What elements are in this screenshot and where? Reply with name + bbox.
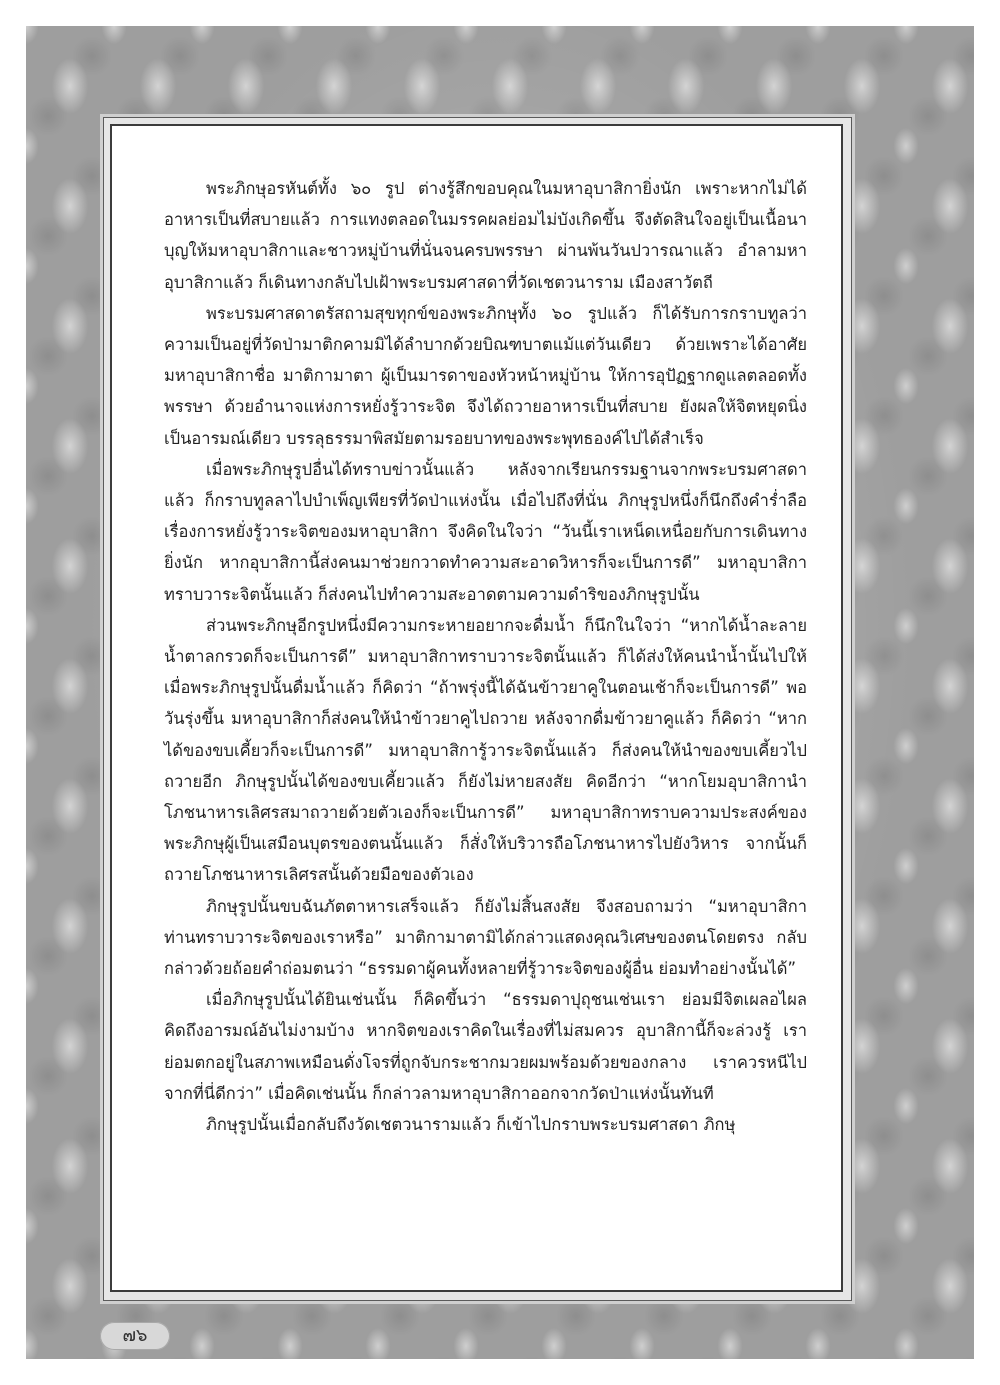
paragraph: ส่วนพระภิกษุอีกรูปหนึ่งมีความกระหายอยากจะดื่มน้ำ ก็นึกในใจว่า “หากได้น้ำละลายน้ำตาลกรวดก็จะเป็นการดี” มหาอุบาสิกาทราบวาระจิตนั้นแล้ว ก็ได้ส่งให้คนนำน้ำนั้นไปให้ เมื่อพระภิกษุรูปนั้นดื่มน้ำแล้ว ก็คิดว่า “ถ้าพรุ่งนี้ได้ฉันข้าวยาคูในตอนเช้าก็จะเป็นการดี” พอวันรุ่งขึ้น มหาอุบาสิกาก็ส่งคนให้นำข้าวยาคูไปถวาย หลังจากดื่มข้าวยาคูแล้ว ก็คิดว่า “หากได้ของขบเคี้ยวก็จะเป็นการดี” มหาอุบาสิการู้วาระจิตนั้นแล้ว ก็ส่งคนให้นำของขบเคี้ยวไปถวายอีก ภิกษุรูปนั้นได้ของขบเคี้ยวแล้ว ก็ยังไม่หายสงสัย คิดอีกว่า “หากโยมอุบาสิกานำโภชนาหารเลิศรสมาถวายด้วยตัวเองก็จะเป็นการดี” มหาอุบาสิกาทราบความประสงค์ของพระภิกษุผู้เป็นเสมือนบุตรของตนนั้นแล้ว ก็สั่งให้บริวารถือโภชนาหารไปยังวิหาร จากนั้นก็ถวายโภชนาหารเลิศรสนั้นด้วยมือของตัวเอง [164,615,807,885]
paragraph: เมื่อภิกษุรูปนั้นได้ยินเช่นนั้น ก็คิดขึ้นว่า “ธรรมดาปุถุชนเช่นเรา ย่อมมีจิตเผลอไผลคิดถึงอารมณ์อันไม่งามบ้าง หากจิตของเราคิดในเรื่องที่ไม่สมควร อุบาสิกานี้ก็จะล่วงรู้ เราย่อมตกอยู่ในสภาพเหมือนดั่งโจรที่ถูกจับกระชากมวยผมพร้อมด้วยของกลาง เราควรหนีไปจากที่นี่ดีกว่า” เมื่อคิดเช่นนั้น ก็กล่าวลามหาอุบาสิกาออกจากวัดป่าแห่งนั้นทันที [164,990,807,1103]
page-number: ๗๖ [100,1322,170,1350]
paragraph: พระบรมศาสดาตรัสถามสุขทุกข์ของพระภิกษุทั้ง ๖๐ รูปแล้ว ก็ได้รับการกราบทูลว่า ความเป็นอยู่ที่วัดป่ามาติกคามมิได้ลำบากด้วยบิณฑบาตแม้แต่วันเดียว ด้วยเพราะได้อาศัยมหาอุบาสิกาชื่อ มาติกามาตา ผู้เป็นมารดาของหัวหน้าหมู่บ้าน ให้การอุปัฏฐากดูแลตลอดทั้งพรรษา ด้วยอำนาจแห่งการหยั่งรู้วาระจิต จึงได้ถวายอาหารเป็นที่สบาย ยังผลให้จิตหยุดนิ่งเป็นอารมณ์เดียว บรรลุธรรมาพิสมัยตามรอยบาทของพระพุทธองค์ไปได้สำเร็จ [164,303,807,448]
paragraph: ภิกษุรูปนั้นขบฉันภัตตาหารเสร็จแล้ว ก็ยังไม่สิ้นสงสัย จึงสอบถามว่า “มหาอุบาสิกาท่านทราบวาระจิตของเราหรือ” มาติกามาตามิได้กล่าวแสดงคุณวิเศษของตนโดยตรง กลับกล่าวด้วยถ้อยคำถ่อมตนว่า “ธรรมดาผู้คนทั้งหลายที่รู้วาระจิตของผู้อื่น ย่อมทำอย่างนั้นได้” [164,896,807,979]
paragraph: พระภิกษุอรหันต์ทั้ง ๖๐ รูป ต่างรู้สึกขอบคุณในมหาอุบาสิกายิ่งนัก เพราะหากไม่ได้อาหารเป็นที่สบายแล้ว การแทงตลอดในมรรคผลย่อมไม่บังเกิดขึ้น จึงตัดสินใจอยู่เป็นเนื้อนาบุญให้มหาอุบาสิกาและชาวหมู่บ้านที่นั่นจนครบพรรษา ผ่านพ้นวันปวารณาแล้ว อำลามหาอุบาสิกาแล้ว ก็เดินทางกลับไปเฝ้าพระบรมศาสดาที่วัดเชตวนาราม เมืองสาวัตถี [164,179,807,292]
paragraph: เมื่อพระภิกษุรูปอื่นได้ทราบข่าวนั้นแล้ว หลังจากเรียนกรรมฐานจากพระบรมศาสดาแล้ว ก็กราบทูลลาไปบำเพ็ญเพียรที่วัดป่าแห่งนั้น เมื่อไปถึงที่นั่น ภิกษุรูปหนึ่งก็นึกถึงคำร่ำลือเรื่องการหยั่งรู้วาระจิตของมหาอุบาสิกา จึงคิดในใจว่า “วันนี้เราเหน็ดเหนื่อยกับการเดินทางยิ่งนัก หากอุบาสิกานี้ส่งคนมาช่วยกวาดทำความสะอาดวิหารก็จะเป็นการดี” มหาอุบาสิกาทราบวาระจิตนั้นแล้ว ก็ส่งคนไปทำความสะอาดตามความดำริของภิกษุรูปนั้น [164,459,807,604]
body-text [164,173,807,1140]
paragraph: ภิกษุรูปนั้นเมื่อกลับถึงวัดเชตวนารามแล้ว ก็เข้าไปกราบพระบรมศาสดา ภิกษุ [206,1115,736,1135]
